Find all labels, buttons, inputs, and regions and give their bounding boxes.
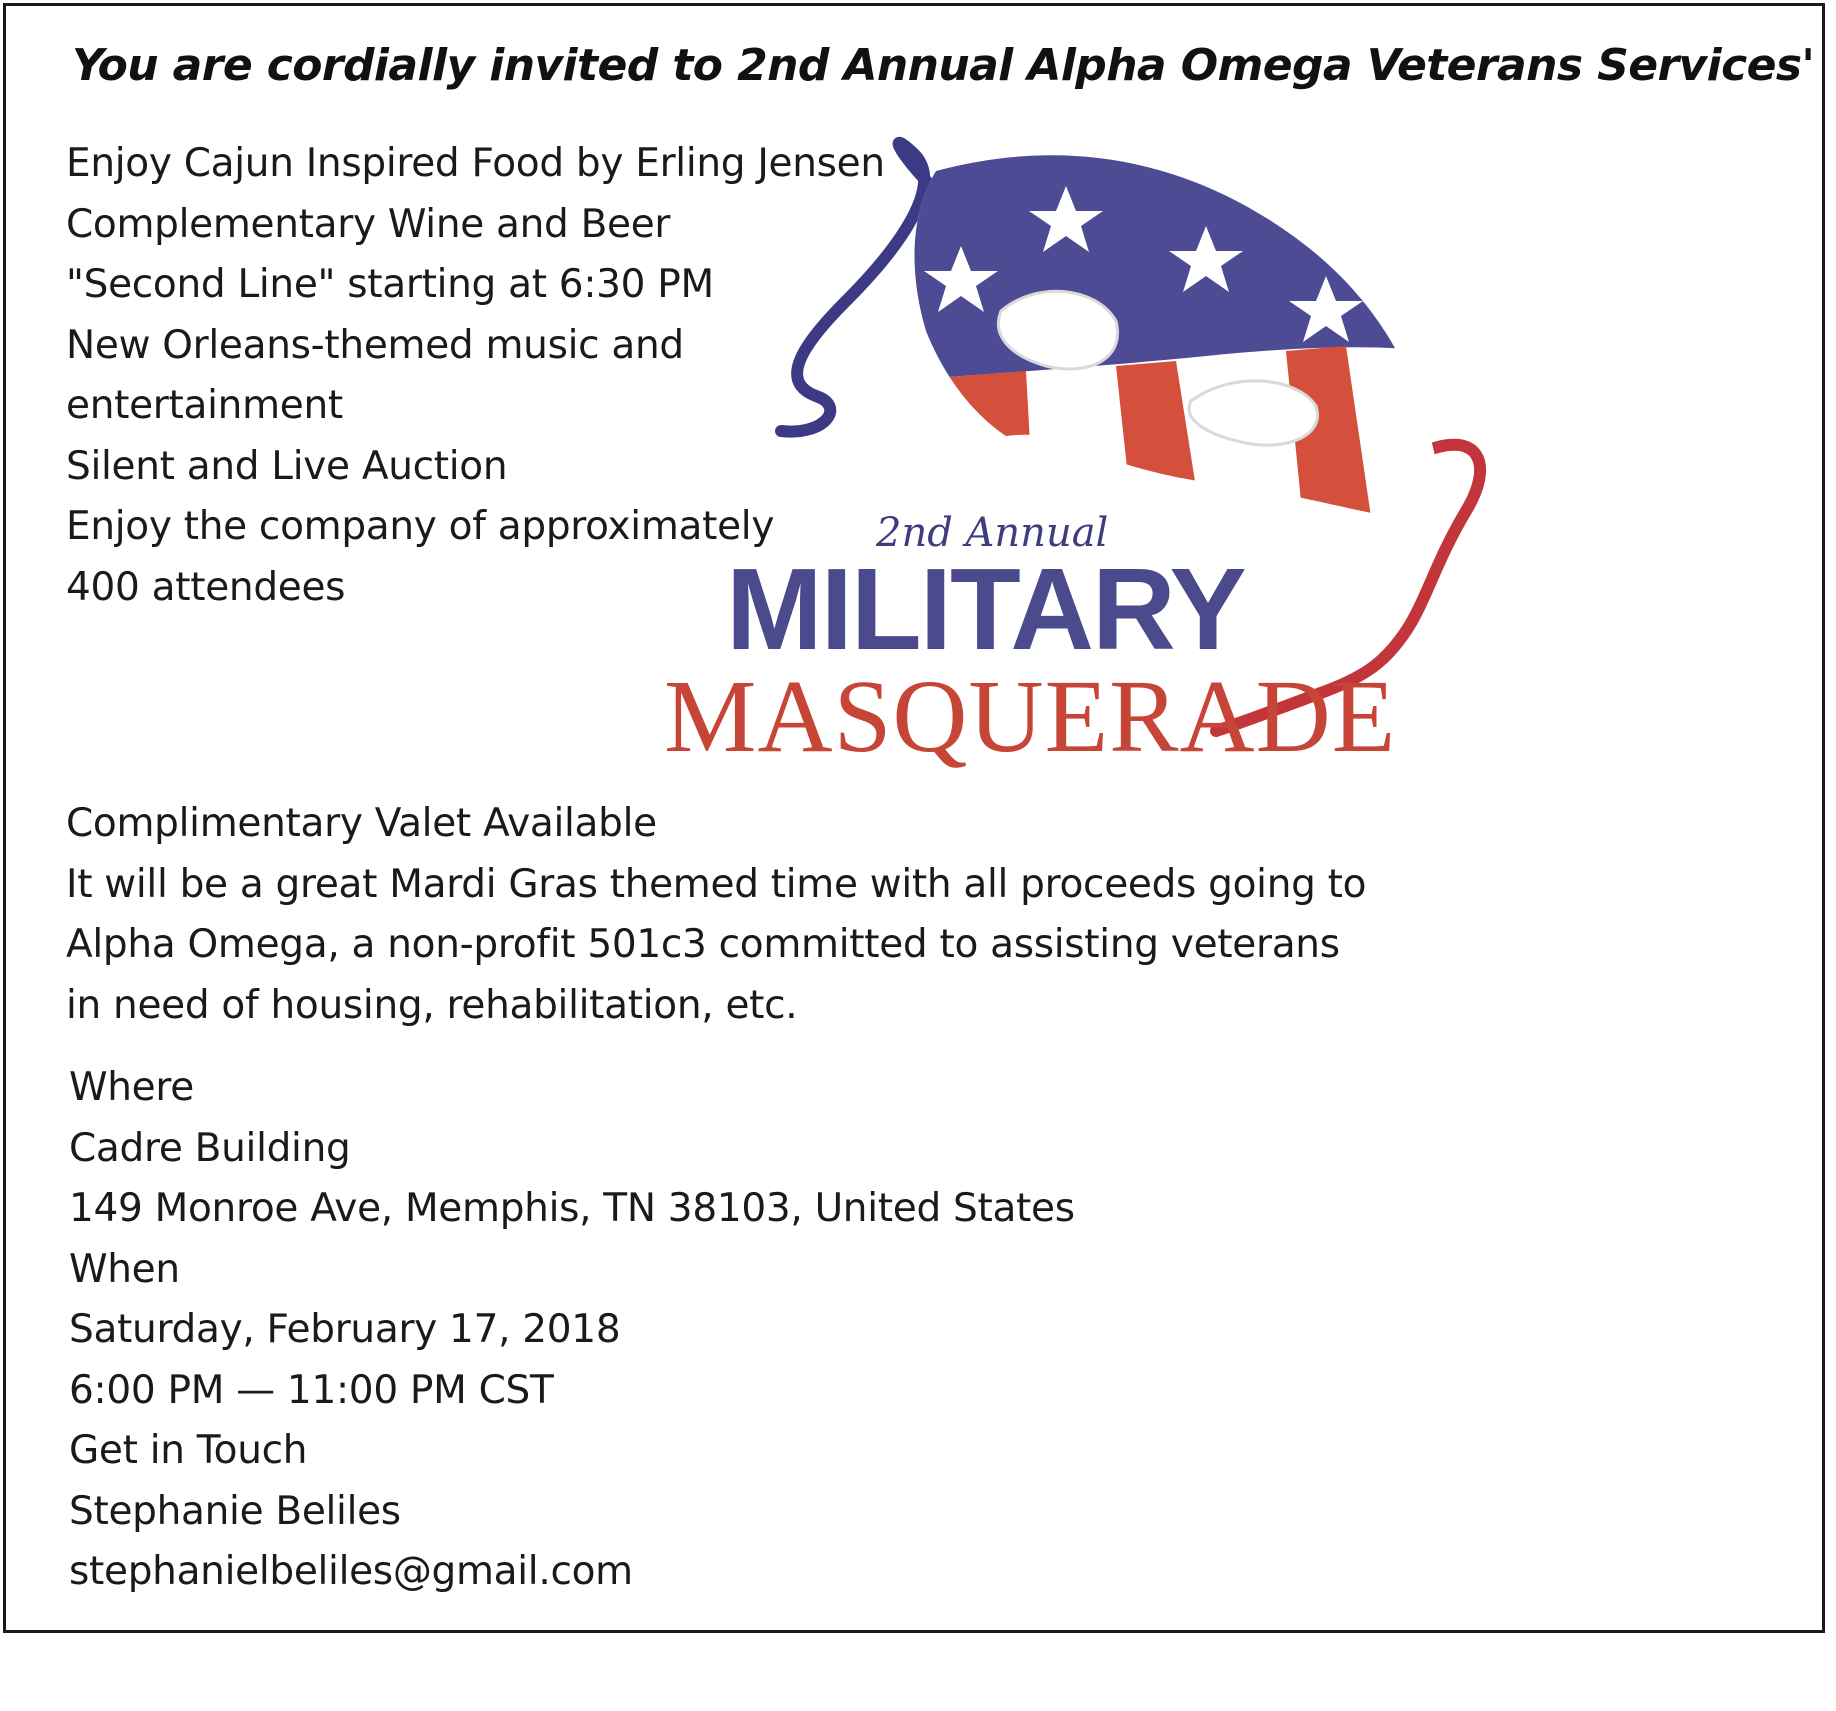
highlight-line: "Second Line" starting at 6:30 PM — [66, 262, 714, 307]
contact-label: Get in Touch — [69, 1428, 308, 1473]
highlight-line: New Orleans-themed music and — [66, 322, 684, 368]
when-label: When — [69, 1246, 180, 1292]
contact-email: stephanielbeliles@gmail.com — [69, 1549, 633, 1594]
masquerade-mask-graphic — [646, 131, 1726, 801]
event-details-list — [66, 794, 1366, 1036]
event-time: 6:00 PM — 11:00 PM CST — [69, 1367, 554, 1413]
detail-line: Alpha Omega, a non-profit 501c3 committed to assisting veterans — [66, 922, 1340, 967]
venue-name: Cadre Building — [69, 1125, 351, 1171]
highlight-line: 400 attendees — [66, 564, 346, 610]
logo-annual-text: 2nd Annual — [876, 510, 1109, 556]
left-ribbon — [781, 143, 936, 432]
highlight-line: Silent and Live Auction — [66, 443, 508, 489]
contact-name: Stephanie Beliles — [69, 1488, 401, 1534]
highlight-line: Enjoy Cajun Inspired Food by Erling Jensen — [66, 141, 885, 186]
invitation-frame — [3, 3, 1825, 1633]
detail-line: Complimentary Valet Available — [66, 801, 657, 846]
venue-address: 149 Monroe Ave, Memphis, TN 38103, United States — [69, 1186, 1075, 1231]
highlight-line: Enjoy the company of approximately — [66, 504, 775, 549]
logo-military-text: MILITARY — [726, 544, 1245, 674]
highlight-line: Complementary Wine and Beer — [66, 201, 671, 247]
event-date: Saturday, February 17, 2018 — [69, 1307, 621, 1352]
detail-line: in need of housing, rehabilitation, etc. — [66, 982, 798, 1028]
event-info-list — [69, 1058, 1075, 1603]
logo-masquerade-text: MASQUERADE — [664, 659, 1397, 774]
where-label: Where — [69, 1065, 194, 1110]
invitation-title: You are cordially invited to 2nd Annual Alpha Omega Veterans Services' — [72, 40, 1815, 91]
highlight-line: entertainment — [66, 383, 343, 428]
military-masquerade-logo — [646, 131, 1726, 801]
detail-line: It will be a great Mardi Gras themed time with all proceeds going to — [66, 861, 1367, 907]
